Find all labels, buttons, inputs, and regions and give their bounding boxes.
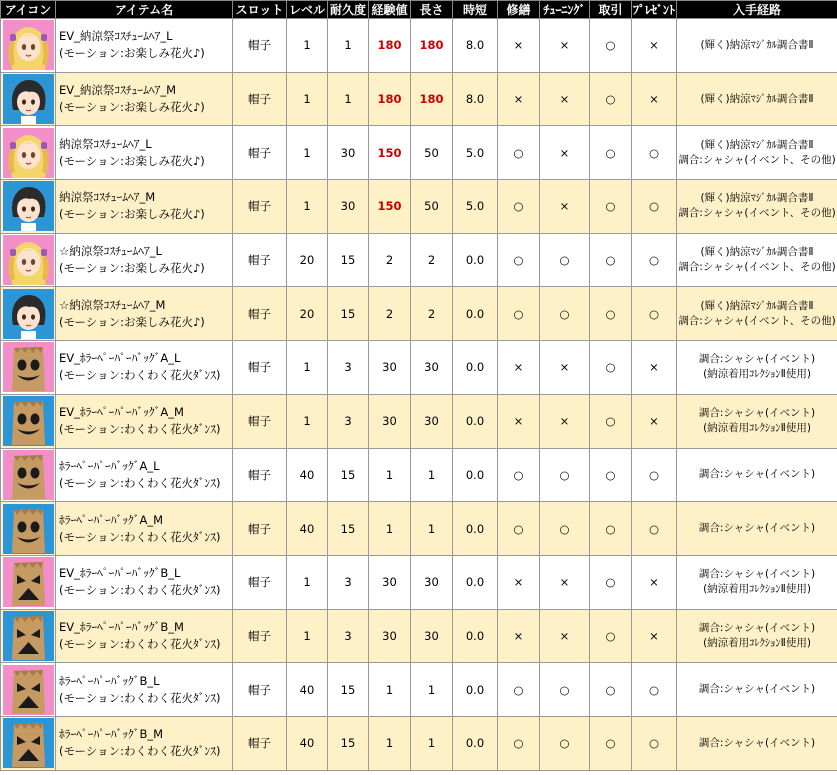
item-name: ☆納涼祭ｺｽﾁｭｰﾑﾍｱ_L: [59, 244, 162, 259]
repair-cell: ○: [498, 233, 540, 287]
length-cell: 1: [411, 448, 453, 502]
item-name-cell: [56, 233, 233, 287]
present-cell: ○: [632, 448, 677, 502]
durability-cell: 15: [328, 233, 369, 287]
table-row: [1, 502, 837, 556]
tuning-cell: ×: [540, 19, 590, 73]
table-row: [1, 287, 837, 341]
item-name: ﾎﾗｰﾍﾟｰﾊﾟｰﾊﾞｯｸﾞA_L: [59, 458, 160, 473]
length-cell: 30: [411, 609, 453, 663]
trade-cell: ○: [590, 663, 632, 717]
header-exp: 経験値: [369, 1, 411, 19]
trade-cell: ○: [590, 555, 632, 609]
item-motion: (モーション:わくわく花火ﾀﾞﾝｽ): [59, 583, 221, 598]
route-line: 調合:シャシャ(イベント): [698, 736, 816, 749]
item-name-cell: [56, 287, 233, 341]
item-name: 納涼祭ｺｽﾁｭｰﾑﾍｱ_M: [59, 190, 156, 205]
level-cell: 40: [287, 716, 328, 770]
item-name: EV_ﾎﾗｰﾍﾟｰﾊﾟｰﾊﾞｯｸﾞB_L: [59, 566, 181, 581]
tuning-cell: ○: [540, 448, 590, 502]
route-line: (納涼着用ｺﾚｸｼｮﾝⅡ使用): [703, 636, 811, 649]
level-cell: 1: [287, 555, 328, 609]
tuning-cell: ×: [540, 341, 590, 395]
exp-cell: 150: [369, 180, 411, 234]
header-repair: 修繕: [498, 1, 540, 19]
present-cell: ○: [632, 126, 677, 180]
length-cell: 180: [411, 19, 453, 73]
tuning-cell: ○: [540, 233, 590, 287]
length-cell: 30: [411, 341, 453, 395]
table-row: [1, 19, 837, 73]
exp-cell: 1: [369, 448, 411, 502]
trade-cell: ○: [590, 126, 632, 180]
repair-cell: ○: [498, 448, 540, 502]
jitan-cell: 5.0: [453, 180, 498, 234]
jitan-cell: 0.0: [453, 394, 498, 448]
table-row: [1, 609, 837, 663]
present-cell: ×: [632, 72, 677, 126]
length-cell: 2: [411, 233, 453, 287]
tuning-cell: ○: [540, 502, 590, 556]
route-line: 調合:シャシャ(イベント): [698, 683, 816, 696]
route-cell: [677, 448, 837, 502]
route-line: (輝く)納涼ﾏｼﾞｶﾙ調合書Ⅱ: [700, 138, 814, 151]
level-cell: 1: [287, 72, 328, 126]
trade-cell: ○: [590, 341, 632, 395]
route-line: 調合:シャシャ(イベント): [698, 522, 816, 535]
icon-cell: [1, 72, 56, 126]
length-cell: 2: [411, 287, 453, 341]
route-line: (輝く)納涼ﾏｼﾞｶﾙ調合書Ⅱ: [700, 192, 814, 205]
paper-bag-a-icon: [3, 342, 54, 392]
route-line: (納涼着用ｺﾚｸｼｮﾝⅡ使用): [703, 583, 811, 596]
icon-cell: [1, 663, 56, 717]
jitan-cell: 0.0: [453, 555, 498, 609]
route-cell: [677, 19, 837, 73]
repair-cell: ○: [498, 502, 540, 556]
girl-blonde-hair-icon: [3, 235, 54, 285]
length-cell: 180: [411, 72, 453, 126]
item-name-cell: [56, 502, 233, 556]
exp-cell: 180: [369, 72, 411, 126]
present-cell: ○: [632, 287, 677, 341]
item-motion: (モーション:お楽しみ花火♪): [59, 207, 205, 222]
slot-cell: 帽子: [233, 233, 287, 287]
route-cell: [677, 555, 837, 609]
slot-cell: 帽子: [233, 287, 287, 341]
paper-bag-a-icon: [3, 396, 54, 446]
exp-cell: 30: [369, 394, 411, 448]
icon-cell: [1, 233, 56, 287]
durability-cell: 15: [328, 663, 369, 717]
paper-bag-b-icon: [3, 611, 54, 661]
tuning-cell: ○: [540, 716, 590, 770]
level-cell: 1: [287, 609, 328, 663]
table-row: [1, 663, 837, 717]
slot-cell: 帽子: [233, 341, 287, 395]
header-present: ﾌﾟﾚｾﾞﾝﾄ: [632, 1, 677, 19]
durability-cell: 15: [328, 716, 369, 770]
trade-cell: ○: [590, 609, 632, 663]
paper-bag-b-icon: [3, 665, 54, 715]
item-name: ﾎﾗｰﾍﾟｰﾊﾟｰﾊﾞｯｸﾞB_M: [59, 727, 164, 742]
slot-cell: 帽子: [233, 609, 287, 663]
table-row: [1, 448, 837, 502]
icon-cell: [1, 287, 56, 341]
icon-cell: [1, 448, 56, 502]
jitan-cell: 0.0: [453, 287, 498, 341]
icon-cell: [1, 180, 56, 234]
route-cell: [677, 72, 837, 126]
trade-cell: ○: [590, 72, 632, 126]
route-cell: [677, 180, 837, 234]
item-name: EV_ﾎﾗｰﾍﾟｰﾊﾟｰﾊﾞｯｸﾞA_L: [59, 351, 181, 366]
repair-cell: ×: [498, 555, 540, 609]
route-line: 調合:シャシャ(イベント、その他): [678, 261, 836, 274]
route-cell: [677, 663, 837, 717]
item-name: ☆納涼祭ｺｽﾁｭｰﾑﾍｱ_M: [59, 297, 166, 312]
exp-cell: 30: [369, 609, 411, 663]
trade-cell: ○: [590, 180, 632, 234]
route-cell: [677, 341, 837, 395]
header-icon: アイコン: [1, 1, 56, 19]
slot-cell: 帽子: [233, 716, 287, 770]
length-cell: 50: [411, 126, 453, 180]
item-name-cell: [56, 180, 233, 234]
exp-cell: 2: [369, 287, 411, 341]
route-line: (輝く)納涼ﾏｼﾞｶﾙ調合書Ⅱ: [700, 246, 814, 259]
item-motion: (モーション:お楽しみ花火♪): [59, 46, 205, 61]
table-row: [1, 555, 837, 609]
item-motion: (モーション:わくわく花火ﾀﾞﾝｽ): [59, 368, 221, 383]
item-name: EV_ﾎﾗｰﾍﾟｰﾊﾟｰﾊﾞｯｸﾞB_M: [59, 619, 184, 634]
slot-cell: 帽子: [233, 19, 287, 73]
exp-cell: 1: [369, 502, 411, 556]
header-tuning: ﾁｭｰﾆﾝｸﾞ: [540, 1, 590, 19]
length-cell: 1: [411, 663, 453, 717]
slot-cell: 帽子: [233, 448, 287, 502]
durability-cell: 3: [328, 555, 369, 609]
repair-cell: ○: [498, 663, 540, 717]
repair-cell: ×: [498, 394, 540, 448]
level-cell: 1: [287, 19, 328, 73]
jitan-cell: 0.0: [453, 663, 498, 717]
header-jitan: 時短: [453, 1, 498, 19]
present-cell: ×: [632, 341, 677, 395]
header-durability: 耐久度: [328, 1, 369, 19]
repair-cell: ○: [498, 126, 540, 180]
jitan-cell: 0.0: [453, 233, 498, 287]
icon-cell: [1, 126, 56, 180]
exp-cell: 2: [369, 233, 411, 287]
present-cell: ×: [632, 609, 677, 663]
icon-cell: [1, 502, 56, 556]
durability-cell: 15: [328, 502, 369, 556]
route-line: 調合:シャシャ(イベント): [698, 568, 816, 581]
table-row: [1, 233, 837, 287]
jitan-cell: 0.0: [453, 716, 498, 770]
icon-cell: [1, 19, 56, 73]
item-motion: (モーション:お楽しみ花火♪): [59, 314, 205, 329]
boy-dark-hair-icon: [3, 181, 54, 231]
level-cell: 40: [287, 663, 328, 717]
table-row: [1, 126, 837, 180]
table-row: [1, 180, 837, 234]
exp-cell: 1: [369, 663, 411, 717]
paper-bag-a-icon: [3, 450, 54, 500]
header-row: [1, 1, 837, 19]
item-name-cell: [56, 19, 233, 73]
header-length: 長さ: [411, 1, 453, 19]
exp-cell: 1: [369, 716, 411, 770]
item-name: EV_納涼祭ｺｽﾁｭｰﾑﾍｱ_L: [59, 29, 173, 44]
slot-cell: 帽子: [233, 394, 287, 448]
present-cell: ○: [632, 233, 677, 287]
girl-blonde-hair-icon: [3, 20, 54, 70]
boy-dark-hair-icon: [3, 289, 54, 339]
route-line: (輝く)納涼ﾏｼﾞｶﾙ調合書Ⅱ: [700, 299, 814, 312]
slot-cell: 帽子: [233, 126, 287, 180]
icon-cell: [1, 341, 56, 395]
table-row: [1, 341, 837, 395]
jitan-cell: 0.0: [453, 341, 498, 395]
table-row: [1, 72, 837, 126]
route-line: (輝く)納涼ﾏｼﾞｶﾙ調合書Ⅱ: [700, 92, 814, 105]
trade-cell: ○: [590, 502, 632, 556]
route-cell: [677, 233, 837, 287]
durability-cell: 3: [328, 394, 369, 448]
repair-cell: ○: [498, 716, 540, 770]
slot-cell: 帽子: [233, 180, 287, 234]
exp-cell: 30: [369, 555, 411, 609]
item-name-cell: [56, 72, 233, 126]
paper-bag-b-icon: [3, 718, 54, 768]
length-cell: 50: [411, 180, 453, 234]
durability-cell: 1: [328, 19, 369, 73]
slot-cell: 帽子: [233, 72, 287, 126]
repair-cell: ○: [498, 180, 540, 234]
icon-cell: [1, 609, 56, 663]
jitan-cell: 5.0: [453, 126, 498, 180]
jitan-cell: 0.0: [453, 502, 498, 556]
girl-blonde-hair-icon: [3, 128, 54, 178]
item-motion: (モーション:わくわく花火ﾀﾞﾝｽ): [59, 475, 221, 490]
length-cell: 1: [411, 716, 453, 770]
trade-cell: ○: [590, 716, 632, 770]
exp-cell: 180: [369, 19, 411, 73]
route-cell: [677, 126, 837, 180]
repair-cell: ×: [498, 72, 540, 126]
item-name-cell: [56, 716, 233, 770]
level-cell: 1: [287, 341, 328, 395]
durability-cell: 30: [328, 126, 369, 180]
jitan-cell: 0.0: [453, 609, 498, 663]
jitan-cell: 8.0: [453, 72, 498, 126]
durability-cell: 15: [328, 287, 369, 341]
trade-cell: ○: [590, 287, 632, 341]
table-row: [1, 394, 837, 448]
icon-cell: [1, 716, 56, 770]
route-line: 調合:シャシャ(イベント): [698, 621, 816, 634]
route-line: 調合:シャシャ(イベント、その他): [678, 314, 836, 327]
header-trade: 取引: [590, 1, 632, 19]
tuning-cell: ×: [540, 72, 590, 126]
item-name: ﾎﾗｰﾍﾟｰﾊﾟｰﾊﾞｯｸﾞB_L: [59, 673, 160, 688]
boy-dark-hair-icon: [3, 74, 54, 124]
present-cell: ×: [632, 394, 677, 448]
paper-bag-a-icon: [3, 504, 54, 554]
header-item-name: アイテム名: [56, 1, 233, 19]
item-name: EV_納涼祭ｺｽﾁｭｰﾑﾍｱ_M: [59, 83, 177, 98]
tuning-cell: ×: [540, 180, 590, 234]
trade-cell: ○: [590, 448, 632, 502]
length-cell: 30: [411, 394, 453, 448]
route-line: (納涼着用ｺﾚｸｼｮﾝⅡ使用): [703, 422, 811, 435]
item-name-cell: [56, 394, 233, 448]
durability-cell: 15: [328, 448, 369, 502]
slot-cell: 帽子: [233, 555, 287, 609]
length-cell: 30: [411, 555, 453, 609]
level-cell: 1: [287, 180, 328, 234]
route-cell: [677, 287, 837, 341]
paper-bag-b-icon: [3, 557, 54, 607]
route-line: 調合:シャシャ(イベント、その他): [678, 153, 836, 166]
present-cell: ○: [632, 502, 677, 556]
present-cell: ○: [632, 716, 677, 770]
table-row: [1, 716, 837, 770]
item-name-cell: [56, 609, 233, 663]
icon-cell: [1, 394, 56, 448]
item-name-cell: [56, 663, 233, 717]
exp-cell: 150: [369, 126, 411, 180]
item-name: 納涼祭ｺｽﾁｭｰﾑﾍｱ_L: [59, 136, 152, 151]
tuning-cell: ×: [540, 609, 590, 663]
tuning-cell: ×: [540, 394, 590, 448]
item-motion: (モーション:わくわく花火ﾀﾞﾝｽ): [59, 422, 221, 437]
present-cell: ○: [632, 663, 677, 717]
durability-cell: 3: [328, 341, 369, 395]
route-cell: [677, 716, 837, 770]
item-motion: (モーション:お楽しみ花火♪): [59, 100, 205, 115]
durability-cell: 30: [328, 180, 369, 234]
present-cell: ○: [632, 180, 677, 234]
header-level: レベル: [287, 1, 328, 19]
repair-cell: ×: [498, 609, 540, 663]
slot-cell: 帽子: [233, 663, 287, 717]
item-motion: (モーション:わくわく花火ﾀﾞﾝｽ): [59, 690, 221, 705]
exp-cell: 30: [369, 341, 411, 395]
length-cell: 1: [411, 502, 453, 556]
tuning-cell: ×: [540, 555, 590, 609]
repair-cell: ×: [498, 19, 540, 73]
route-cell: [677, 394, 837, 448]
header-route: 入手経路: [677, 1, 837, 19]
route-line: (輝く)納涼ﾏｼﾞｶﾙ調合書Ⅱ: [700, 38, 814, 51]
route-line: 調合:シャシャ(イベント): [698, 468, 816, 481]
item-motion: (モーション:お楽しみ花火♪): [59, 153, 205, 168]
tuning-cell: ○: [540, 663, 590, 717]
item-name-cell: [56, 448, 233, 502]
present-cell: ×: [632, 19, 677, 73]
route-line: 調合:シャシャ(イベント): [698, 407, 816, 420]
repair-cell: ×: [498, 341, 540, 395]
header-slot: スロット: [233, 1, 287, 19]
item-motion: (モーション:わくわく花火ﾀﾞﾝｽ): [59, 744, 221, 759]
tuning-cell: ○: [540, 287, 590, 341]
slot-cell: 帽子: [233, 502, 287, 556]
item-name: EV_ﾎﾗｰﾍﾟｰﾊﾟｰﾊﾞｯｸﾞA_M: [59, 405, 184, 420]
item-name: ﾎﾗｰﾍﾟｰﾊﾟｰﾊﾞｯｸﾞA_M: [59, 512, 164, 527]
trade-cell: ○: [590, 233, 632, 287]
route-line: 調合:シャシャ(イベント、その他): [678, 207, 836, 220]
route-cell: [677, 502, 837, 556]
level-cell: 20: [287, 287, 328, 341]
repair-cell: ○: [498, 287, 540, 341]
route-line: (納涼着用ｺﾚｸｼｮﾝⅡ使用): [703, 368, 811, 381]
item-motion: (モーション:わくわく花火ﾀﾞﾝｽ): [59, 636, 221, 651]
item-name-cell: [56, 555, 233, 609]
level-cell: 40: [287, 448, 328, 502]
tuning-cell: ×: [540, 126, 590, 180]
trade-cell: ○: [590, 19, 632, 73]
trade-cell: ○: [590, 394, 632, 448]
present-cell: ×: [632, 555, 677, 609]
item-motion: (モーション:お楽しみ花火♪): [59, 261, 205, 276]
route-cell: [677, 609, 837, 663]
item-motion: (モーション:わくわく花火ﾀﾞﾝｽ): [59, 529, 221, 544]
route-line: 調合:シャシャ(イベント): [698, 353, 816, 366]
jitan-cell: 0.0: [453, 448, 498, 502]
level-cell: 1: [287, 126, 328, 180]
level-cell: 1: [287, 394, 328, 448]
level-cell: 40: [287, 502, 328, 556]
item-name-cell: [56, 126, 233, 180]
jitan-cell: 8.0: [453, 19, 498, 73]
item-name-cell: [56, 341, 233, 395]
level-cell: 20: [287, 233, 328, 287]
durability-cell: 1: [328, 72, 369, 126]
durability-cell: 3: [328, 609, 369, 663]
icon-cell: [1, 555, 56, 609]
